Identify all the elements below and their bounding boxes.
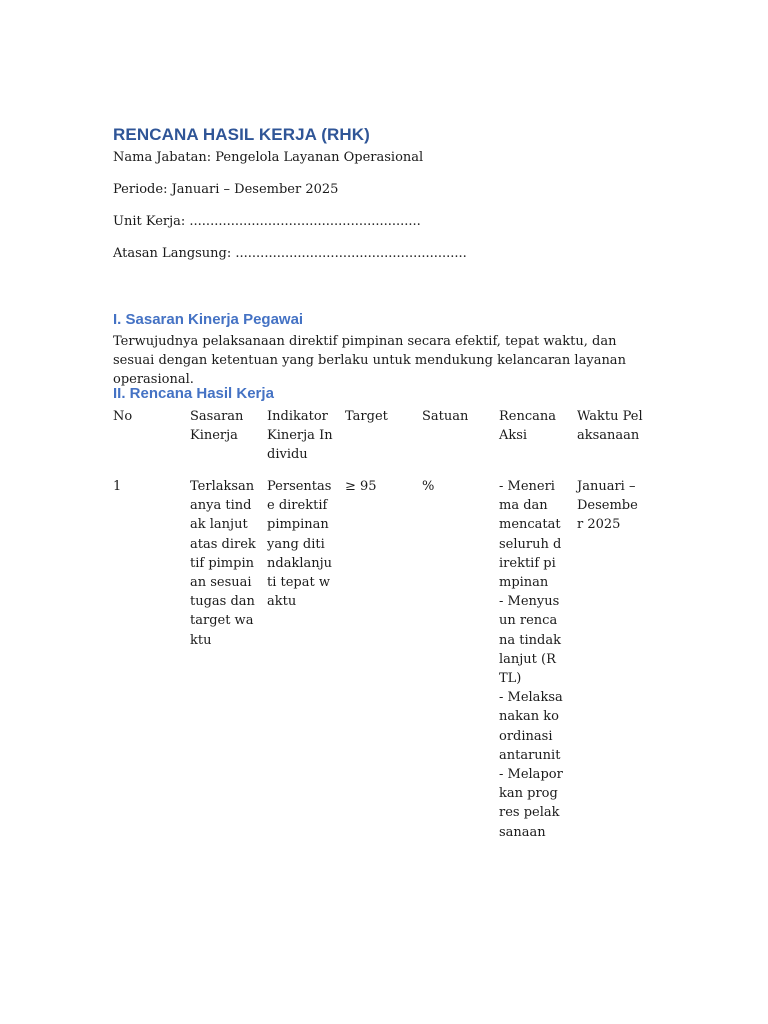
table-cell-rencana-aksi [499,477,563,842]
section-heading-rencana: II. Rencana Hasil Kerja [113,385,274,402]
table-header-target: Target [345,409,388,424]
rencana-aksi-item: - Menerima dan mencatat seluruh direktif pimpinan [499,479,562,591]
table-header-sasaran: Sasaran Kinerja [190,409,244,444]
nama-jabatan: Nama Jabatan: Pengelola Layanan Operasional [113,150,424,165]
atasan-langsung: Atasan Langsung: ........................................................ [113,246,467,261]
table-cell-waktu: Januari – Desember 2025 [577,479,638,533]
table-header-waktu: Waktu Pelaksanaan [577,409,643,444]
rencana-aksi-item: - Melaksanakan koordinasi antarunit [499,690,563,763]
sasaran-text: Terwujudnya pelaksanaan direktif pimpinan secara efektif, tepat waktu, dan sesuai dengan ketentuan yang berlaku untuk mendukung kelancaran layanan operasional. [113,334,626,388]
table-cell-indikator: Persentase direktif pimpinan yang ditindaklanjuti tepat waktu [267,479,333,610]
table-header-rencana-aksi: Rencana Aksi [499,409,557,444]
section-heading-sasaran: I. Sasaran Kinerja Pegawai [113,311,304,328]
table-cell-target: ≥ 95 [345,479,377,494]
unit-kerja: Unit Kerja: ........................................................ [113,214,421,229]
periode: Periode: Januari – Desember 2025 [113,182,339,197]
rencana-aksi-item: - Menyusun rencana tindak lanjut (RTL) [499,594,561,687]
table-cell-sasaran: Terlaksananya tindak lanjut atas direktif pimpinan sesuai tugas dan target waktu [190,479,256,648]
rencana-aksi-item: - Melaporkan progres pelaksanaan [499,767,563,840]
table-header-no: No [113,409,133,424]
table-header-indikator: Indikator Kinerja Individu [267,409,333,463]
table-header-satuan: Satuan [422,409,469,424]
document-title: RENCANA HASIL KERJA (RHK) [113,125,370,144]
table-cell-no: 1 [113,479,122,494]
table-cell-satuan: % [422,479,435,494]
